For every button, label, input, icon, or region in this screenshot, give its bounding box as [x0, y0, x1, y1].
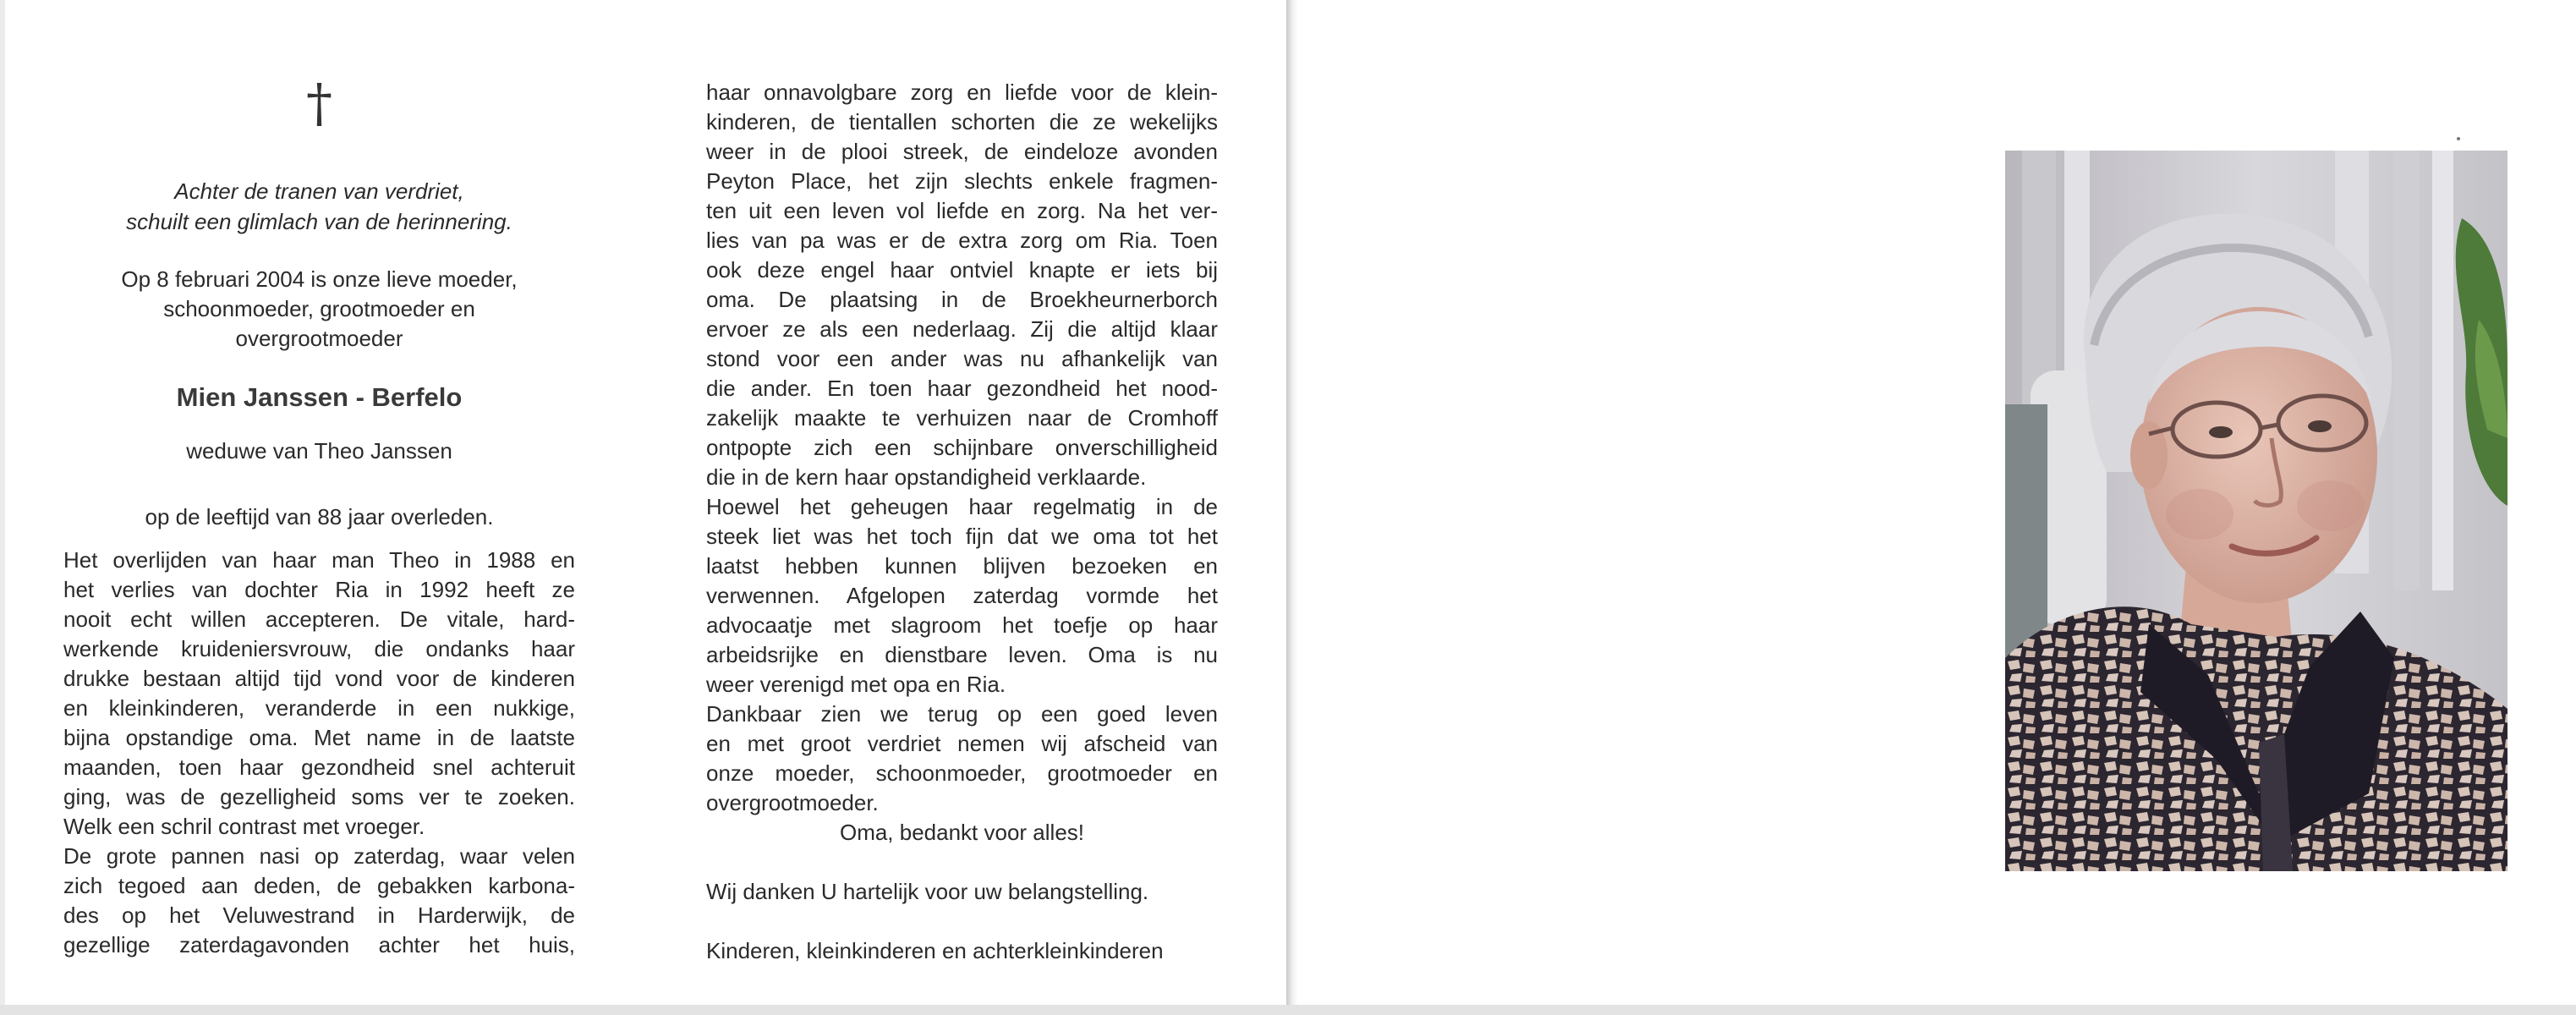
biography-text — [63, 546, 575, 960]
announcement-line: Op 8 februari 2004 is onze lieve moeder, — [121, 266, 518, 292]
text-line: en kleinkinderen, veranderde in een nukkige, — [63, 695, 575, 721]
left-text-column — [63, 68, 575, 960]
text-line: bijna opstandige oma. Met name in de laatste — [63, 725, 575, 750]
cross-icon: † — [306, 72, 332, 134]
announcement — [63, 265, 575, 354]
age-line: op de leeftijd van 88 jaar overleden. — [145, 504, 494, 529]
announcement-line: schoonmoeder, grootmoeder en — [163, 296, 475, 321]
text-line: zich tegoed aan deden, de gebakken karbona- — [63, 873, 575, 898]
middle-text-column — [706, 78, 1218, 966]
text-line: ten uit een leven vol liefde en zorg. Na het ver- — [706, 198, 1218, 223]
text-line: ervoer ze als een nederlaag. Zij die altijd klaar — [706, 316, 1218, 342]
text-line: oma. De plaatsing in de Broekheurnerborch — [706, 287, 1218, 312]
text-line: stond voor een ander was nu afhankelijk van — [706, 346, 1218, 371]
scan-speck — [2457, 137, 2460, 140]
text-line: maanden, toen haar gezondheid snel achteruit — [63, 754, 575, 780]
text-line: gezellige zaterdagavonden achter het huis, — [63, 932, 575, 957]
text-line: ook deze engel haar ontviel knapte er iets bij — [706, 257, 1218, 283]
deceased-name: Mien Janssen - Berfelo — [176, 382, 463, 412]
text-line: lies van pa was er de extra zorg om Ria. Toen — [706, 228, 1218, 253]
card-fold — [1286, 0, 1298, 1007]
motto-line: schuilt een glimlach van de herinnering. — [126, 209, 512, 234]
text-line: weer in de plooi streek, de eindeloze avonden — [706, 139, 1218, 164]
text-line: De grote pannen nasi op zaterdag, waar velen — [63, 843, 575, 869]
scan-bottom-edge — [0, 1005, 2576, 1015]
portrait-photo-icon — [2005, 151, 2507, 871]
text-line: Dankbaar zien we terug op een goed leven — [706, 701, 1218, 727]
text-line: laatst hebben kunnen blijven bezoeken en — [706, 553, 1218, 579]
text-line: het verlies van dochter Ria in 1992 heeft ze — [63, 577, 575, 602]
text-line: onze moeder, schoonmoeder, grootmoeder en — [706, 760, 1218, 786]
text-line: kinderen, de tientallen schorten die ze wekelijks — [706, 109, 1218, 134]
text-line: en met groot verdriet nemen wij afscheid van — [706, 731, 1218, 756]
thanks-line: Oma, bedankt voor alles! — [839, 820, 1085, 845]
text-line: haar onnavolgbare zorg en liefde voor de klein- — [706, 80, 1218, 105]
text-line: die in de kern haar opstandigheid verklaarde. — [706, 464, 1147, 490]
announcement-line: overgrootmoeder — [235, 326, 403, 351]
text-line: werkende kruideniersvrouw, die ondanks haar — [63, 636, 575, 661]
widow-of-line: weduwe van Theo Janssen — [186, 438, 452, 464]
text-line: die ander. En toen haar gezondheid het nood- — [706, 376, 1218, 401]
text-line: zakelijk maakte te verhuizen naar de Cromhoff — [706, 405, 1218, 431]
portrait-photo — [2005, 151, 2507, 871]
text-line: arbeidsrijke en dienstbare leven. Oma is nu — [706, 642, 1218, 667]
motto-line: Achter de tranen van verdriet, — [174, 178, 464, 204]
text-line: ging, was de gezelligheid soms ver te zoeken. — [63, 784, 575, 809]
text-line: drukke bestaan altijd tijd vond voor de kinderen — [63, 666, 575, 691]
biography-continued — [706, 78, 1218, 966]
text-line: weer verenigd met opa en Ria. — [706, 672, 1006, 697]
text-line: des op het Veluwestrand in Harderwijk, de — [63, 903, 575, 928]
text-line: ontpopte zich een schijnbare onverschilligheid — [706, 435, 1218, 460]
text-line: advocaatje met slagroom het toefje op haar — [706, 612, 1218, 638]
text-line: Het overlijden van haar man Theo in 1988 en — [63, 547, 575, 573]
gratitude-line: Wij danken U hartelijk voor uw belangstelling. — [706, 879, 1149, 904]
motto — [63, 176, 575, 237]
text-line: Peyton Place, het zijn slechts enkele fragmen- — [706, 168, 1218, 194]
text-line: overgrootmoeder. — [706, 790, 879, 815]
text-line: nooit echt willen accepteren. De vitale, hard- — [63, 606, 575, 632]
text-line: verwennen. Afgelopen zaterdag vormde het — [706, 583, 1218, 608]
text-line: Hoewel het geheugen haar regelmatig in de — [706, 494, 1218, 519]
signature-line: Kinderen, kleinkinderen en achterkleinkinderen — [706, 938, 1164, 963]
text-line: Welk een schril contrast met vroeger. — [63, 814, 425, 839]
text-line: steek liet was het toch fijn dat we oma tot het — [706, 524, 1218, 549]
